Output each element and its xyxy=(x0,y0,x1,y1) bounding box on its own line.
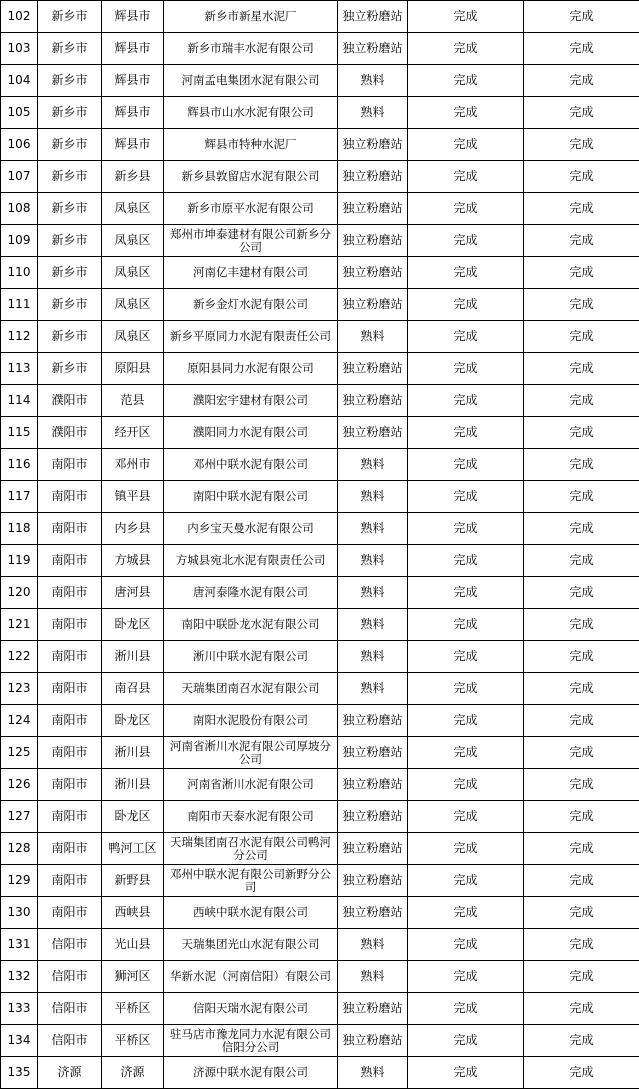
district-cell: 鸭河工区 xyxy=(102,833,164,865)
company-cell: 新乡市原平水泥有限公司 xyxy=(164,193,338,225)
table-row xyxy=(1,1025,639,1057)
status-cell-1: 完成 xyxy=(408,513,524,545)
table-row xyxy=(1,449,639,481)
type-cell: 独立粉磨站 xyxy=(338,993,408,1025)
district-cell: 内乡县 xyxy=(102,513,164,545)
district-cell: 狮河区 xyxy=(102,961,164,993)
type-cell: 独立粉磨站 xyxy=(338,193,408,225)
company-cell: 天瑞集团南召水泥有限公司 xyxy=(164,673,338,705)
status-cell-2: 完成 xyxy=(524,1057,639,1089)
type-cell: 熟料 xyxy=(338,321,408,353)
city-cell: 南阳市 xyxy=(38,577,102,609)
status-cell-1: 完成 xyxy=(408,481,524,513)
status-cell-1: 完成 xyxy=(408,545,524,577)
city-cell: 南阳市 xyxy=(38,545,102,577)
row-number: 127 xyxy=(1,801,38,833)
status-cell-2: 完成 xyxy=(524,193,639,225)
company-cell: 天瑞集团南召水泥有限公司鸭河分公司 xyxy=(164,833,338,865)
status-cell-2: 完成 xyxy=(524,257,639,289)
status-cell-1: 完成 xyxy=(408,289,524,321)
city-cell: 南阳市 xyxy=(38,737,102,769)
table-row xyxy=(1,641,639,673)
status-cell-1: 完成 xyxy=(408,961,524,993)
status-cell-1: 完成 xyxy=(408,993,524,1025)
city-cell: 南阳市 xyxy=(38,833,102,865)
company-cell: 辉县市山水水泥有限公司 xyxy=(164,97,338,129)
company-cell: 河南孟电集团水泥有限公司 xyxy=(164,65,338,97)
status-cell-2: 完成 xyxy=(524,929,639,961)
company-cell: 河南省淅川水泥有限公司厚坡分公司 xyxy=(164,737,338,769)
status-cell-2: 完成 xyxy=(524,993,639,1025)
table-row xyxy=(1,577,639,609)
type-cell: 熟料 xyxy=(338,513,408,545)
city-cell: 南阳市 xyxy=(38,673,102,705)
city-cell: 濮阳市 xyxy=(38,417,102,449)
city-cell: 新乡市 xyxy=(38,97,102,129)
table-row xyxy=(1,865,639,897)
status-cell-2: 完成 xyxy=(524,65,639,97)
row-number: 123 xyxy=(1,673,38,705)
row-number: 115 xyxy=(1,417,38,449)
status-cell-1: 完成 xyxy=(408,673,524,705)
type-cell: 熟料 xyxy=(338,577,408,609)
status-cell-1: 完成 xyxy=(408,97,524,129)
status-cell-1: 完成 xyxy=(408,417,524,449)
city-cell: 新乡市 xyxy=(38,353,102,385)
district-cell: 镇平县 xyxy=(102,481,164,513)
row-number: 114 xyxy=(1,385,38,417)
type-cell: 熟料 xyxy=(338,961,408,993)
table-row xyxy=(1,481,639,513)
company-cell: 邓州中联水泥有限公司 xyxy=(164,449,338,481)
status-cell-1: 完成 xyxy=(408,385,524,417)
district-cell: 凤泉区 xyxy=(102,193,164,225)
status-cell-2: 完成 xyxy=(524,897,639,929)
company-cell: 南阳中联卧龙水泥有限公司 xyxy=(164,609,338,641)
table-row xyxy=(1,193,639,225)
company-cell: 河南省淅川水泥有限公司 xyxy=(164,769,338,801)
status-cell-2: 完成 xyxy=(524,577,639,609)
status-cell-1: 完成 xyxy=(408,1057,524,1089)
status-cell-1: 完成 xyxy=(408,65,524,97)
table-row xyxy=(1,769,639,801)
status-cell-2: 完成 xyxy=(524,449,639,481)
district-cell: 光山县 xyxy=(102,929,164,961)
row-number: 124 xyxy=(1,705,38,737)
city-cell: 新乡市 xyxy=(38,321,102,353)
company-cell: 新乡县敦留店水泥有限公司 xyxy=(164,161,338,193)
district-cell: 卧龙区 xyxy=(102,801,164,833)
company-cell: 华新水泥（河南信阳）有限公司 xyxy=(164,961,338,993)
status-cell-1: 完成 xyxy=(408,769,524,801)
status-cell-1: 完成 xyxy=(408,161,524,193)
status-cell-2: 完成 xyxy=(524,97,639,129)
city-cell: 南阳市 xyxy=(38,801,102,833)
district-cell: 平桥区 xyxy=(102,993,164,1025)
row-number: 105 xyxy=(1,97,38,129)
city-cell: 南阳市 xyxy=(38,705,102,737)
row-number: 106 xyxy=(1,129,38,161)
company-cell: 信阳天瑞水泥有限公司 xyxy=(164,993,338,1025)
type-cell: 熟料 xyxy=(338,97,408,129)
city-cell: 新乡市 xyxy=(38,1,102,33)
district-cell: 新乡县 xyxy=(102,161,164,193)
status-cell-2: 完成 xyxy=(524,513,639,545)
city-cell: 新乡市 xyxy=(38,161,102,193)
district-cell: 原阳县 xyxy=(102,353,164,385)
city-cell: 信阳市 xyxy=(38,961,102,993)
city-cell: 新乡市 xyxy=(38,289,102,321)
city-cell: 信阳市 xyxy=(38,1025,102,1057)
row-number: 116 xyxy=(1,449,38,481)
status-cell-2: 完成 xyxy=(524,801,639,833)
type-cell: 熟料 xyxy=(338,545,408,577)
status-cell-1: 完成 xyxy=(408,641,524,673)
type-cell: 熟料 xyxy=(338,609,408,641)
status-cell-1: 完成 xyxy=(408,353,524,385)
status-cell-2: 完成 xyxy=(524,641,639,673)
table-row xyxy=(1,321,639,353)
type-cell: 熟料 xyxy=(338,673,408,705)
table-row xyxy=(1,129,639,161)
city-cell: 济源 xyxy=(38,1057,102,1089)
row-number: 121 xyxy=(1,609,38,641)
table-row xyxy=(1,257,639,289)
table-row xyxy=(1,961,639,993)
type-cell: 独立粉磨站 xyxy=(338,737,408,769)
status-cell-1: 完成 xyxy=(408,897,524,929)
status-cell-2: 完成 xyxy=(524,961,639,993)
row-number: 102 xyxy=(1,1,38,33)
status-cell-2: 完成 xyxy=(524,673,639,705)
district-cell: 凤泉区 xyxy=(102,321,164,353)
type-cell: 独立粉磨站 xyxy=(338,705,408,737)
type-cell: 独立粉磨站 xyxy=(338,897,408,929)
city-cell: 南阳市 xyxy=(38,513,102,545)
type-cell: 独立粉磨站 xyxy=(338,161,408,193)
district-cell: 辉县市 xyxy=(102,129,164,161)
city-cell: 新乡市 xyxy=(38,193,102,225)
type-cell: 独立粉磨站 xyxy=(338,417,408,449)
status-cell-2: 完成 xyxy=(524,1025,639,1057)
type-cell: 独立粉磨站 xyxy=(338,353,408,385)
table-row xyxy=(1,161,639,193)
district-cell: 新野县 xyxy=(102,865,164,897)
company-cell: 原阳县同力水泥有限公司 xyxy=(164,353,338,385)
company-cell: 唐河泰隆水泥有限公司 xyxy=(164,577,338,609)
type-cell: 独立粉磨站 xyxy=(338,833,408,865)
status-cell-2: 完成 xyxy=(524,385,639,417)
district-cell: 范县 xyxy=(102,385,164,417)
district-cell: 凤泉区 xyxy=(102,257,164,289)
city-cell: 南阳市 xyxy=(38,865,102,897)
district-cell: 卧龙区 xyxy=(102,609,164,641)
row-number: 109 xyxy=(1,225,38,257)
company-cell: 濮阳宏宇建材有限公司 xyxy=(164,385,338,417)
type-cell: 独立粉磨站 xyxy=(338,129,408,161)
status-cell-1: 完成 xyxy=(408,1025,524,1057)
company-cell: 淅川中联水泥有限公司 xyxy=(164,641,338,673)
district-cell: 济源 xyxy=(102,1057,164,1089)
table-row xyxy=(1,737,639,769)
district-cell: 凤泉区 xyxy=(102,289,164,321)
table-row xyxy=(1,609,639,641)
city-cell: 信阳市 xyxy=(38,929,102,961)
type-cell: 独立粉磨站 xyxy=(338,257,408,289)
city-cell: 南阳市 xyxy=(38,609,102,641)
row-number: 122 xyxy=(1,641,38,673)
city-cell: 南阳市 xyxy=(38,641,102,673)
district-cell: 辉县市 xyxy=(102,33,164,65)
type-cell: 熟料 xyxy=(338,1057,408,1089)
row-number: 129 xyxy=(1,865,38,897)
company-cell: 济源中联水泥有限公司 xyxy=(164,1057,338,1089)
status-cell-2: 完成 xyxy=(524,33,639,65)
company-cell: 河南亿丰建材有限公司 xyxy=(164,257,338,289)
type-cell: 独立粉磨站 xyxy=(338,1025,408,1057)
table-row xyxy=(1,97,639,129)
row-number: 120 xyxy=(1,577,38,609)
row-number: 104 xyxy=(1,65,38,97)
company-cell: 郑州市坤泰建材有限公司新乡分公司 xyxy=(164,225,338,257)
status-cell-2: 完成 xyxy=(524,161,639,193)
table-row xyxy=(1,673,639,705)
type-cell: 熟料 xyxy=(338,449,408,481)
district-cell: 淅川县 xyxy=(102,641,164,673)
company-cell: 方城县宛北水泥有限责任公司 xyxy=(164,545,338,577)
row-number: 133 xyxy=(1,993,38,1025)
status-cell-1: 完成 xyxy=(408,33,524,65)
district-cell: 邓州市 xyxy=(102,449,164,481)
company-cell: 新乡市新星水泥厂 xyxy=(164,1,338,33)
status-cell-2: 完成 xyxy=(524,225,639,257)
type-cell: 独立粉磨站 xyxy=(338,33,408,65)
status-cell-2: 完成 xyxy=(524,609,639,641)
type-cell: 独立粉磨站 xyxy=(338,865,408,897)
table-row xyxy=(1,705,639,737)
company-cell: 新乡市瑞丰水泥有限公司 xyxy=(164,33,338,65)
row-number: 128 xyxy=(1,833,38,865)
district-cell: 卧龙区 xyxy=(102,705,164,737)
type-cell: 独立粉磨站 xyxy=(338,1,408,33)
city-cell: 南阳市 xyxy=(38,449,102,481)
district-cell: 经开区 xyxy=(102,417,164,449)
status-cell-1: 完成 xyxy=(408,865,524,897)
table-row xyxy=(1,225,639,257)
city-cell: 新乡市 xyxy=(38,65,102,97)
status-cell-2: 完成 xyxy=(524,353,639,385)
table-row xyxy=(1,353,639,385)
status-cell-1: 完成 xyxy=(408,801,524,833)
row-number: 130 xyxy=(1,897,38,929)
status-cell-1: 完成 xyxy=(408,193,524,225)
status-cell-2: 完成 xyxy=(524,289,639,321)
status-cell-1: 完成 xyxy=(408,737,524,769)
row-number: 112 xyxy=(1,321,38,353)
table-row xyxy=(1,801,639,833)
row-number: 119 xyxy=(1,545,38,577)
table-row xyxy=(1,289,639,321)
status-cell-1: 完成 xyxy=(408,225,524,257)
district-cell: 淅川县 xyxy=(102,769,164,801)
row-number: 131 xyxy=(1,929,38,961)
status-cell-1: 完成 xyxy=(408,449,524,481)
city-cell: 新乡市 xyxy=(38,257,102,289)
table-row xyxy=(1,833,639,865)
status-cell-2: 完成 xyxy=(524,321,639,353)
status-cell-2: 完成 xyxy=(524,833,639,865)
table-row xyxy=(1,1,639,33)
row-number: 132 xyxy=(1,961,38,993)
city-cell: 信阳市 xyxy=(38,993,102,1025)
row-number: 113 xyxy=(1,353,38,385)
table-row xyxy=(1,929,639,961)
row-number: 117 xyxy=(1,481,38,513)
district-cell: 西峡县 xyxy=(102,897,164,929)
row-number: 125 xyxy=(1,737,38,769)
type-cell: 独立粉磨站 xyxy=(338,289,408,321)
row-number: 110 xyxy=(1,257,38,289)
row-number: 134 xyxy=(1,1025,38,1057)
status-cell-1: 完成 xyxy=(408,609,524,641)
type-cell: 熟料 xyxy=(338,641,408,673)
district-cell: 方城县 xyxy=(102,545,164,577)
table-row xyxy=(1,1057,639,1089)
district-cell: 平桥区 xyxy=(102,1025,164,1057)
status-cell-1: 完成 xyxy=(408,833,524,865)
city-cell: 南阳市 xyxy=(38,481,102,513)
company-cell: 濮阳同力水泥有限公司 xyxy=(164,417,338,449)
status-cell-1: 完成 xyxy=(408,129,524,161)
table-row xyxy=(1,65,639,97)
row-number: 135 xyxy=(1,1057,38,1089)
status-cell-2: 完成 xyxy=(524,417,639,449)
company-cell: 邓州中联水泥有限公司新野分公司 xyxy=(164,865,338,897)
row-number: 118 xyxy=(1,513,38,545)
status-cell-1: 完成 xyxy=(408,577,524,609)
district-cell: 唐河县 xyxy=(102,577,164,609)
status-cell-1: 完成 xyxy=(408,321,524,353)
status-cell-1: 完成 xyxy=(408,1,524,33)
company-cell: 天瑞集团光山水泥有限公司 xyxy=(164,929,338,961)
status-cell-2: 完成 xyxy=(524,737,639,769)
status-cell-2: 完成 xyxy=(524,1,639,33)
status-cell-1: 完成 xyxy=(408,257,524,289)
type-cell: 独立粉磨站 xyxy=(338,769,408,801)
type-cell: 熟料 xyxy=(338,481,408,513)
district-cell: 辉县市 xyxy=(102,1,164,33)
status-cell-2: 完成 xyxy=(524,705,639,737)
table-row xyxy=(1,897,639,929)
company-cell: 新乡金灯水泥有限公司 xyxy=(164,289,338,321)
table-row xyxy=(1,545,639,577)
city-cell: 新乡市 xyxy=(38,33,102,65)
city-cell: 新乡市 xyxy=(38,129,102,161)
status-cell-2: 完成 xyxy=(524,481,639,513)
city-cell: 新乡市 xyxy=(38,225,102,257)
district-cell: 辉县市 xyxy=(102,97,164,129)
table-row xyxy=(1,513,639,545)
district-cell: 南召县 xyxy=(102,673,164,705)
type-cell: 独立粉磨站 xyxy=(338,225,408,257)
city-cell: 南阳市 xyxy=(38,769,102,801)
company-cell: 南阳市天泰水泥有限公司 xyxy=(164,801,338,833)
table-row xyxy=(1,385,639,417)
company-cell: 西峡中联水泥有限公司 xyxy=(164,897,338,929)
row-number: 107 xyxy=(1,161,38,193)
row-number: 111 xyxy=(1,289,38,321)
company-cell: 南阳中联水泥有限公司 xyxy=(164,481,338,513)
status-cell-2: 完成 xyxy=(524,865,639,897)
city-cell: 濮阳市 xyxy=(38,385,102,417)
table-row xyxy=(1,993,639,1025)
row-number: 126 xyxy=(1,769,38,801)
company-cell: 辉县市特种水泥厂 xyxy=(164,129,338,161)
district-cell: 凤泉区 xyxy=(102,225,164,257)
status-cell-2: 完成 xyxy=(524,545,639,577)
district-cell: 辉县市 xyxy=(102,65,164,97)
row-number: 103 xyxy=(1,33,38,65)
type-cell: 独立粉磨站 xyxy=(338,801,408,833)
status-cell-1: 完成 xyxy=(408,705,524,737)
district-cell: 淅川县 xyxy=(102,737,164,769)
company-cell: 南阳水泥股份有限公司 xyxy=(164,705,338,737)
table-row xyxy=(1,33,639,65)
company-cell: 新乡平原同力水泥有限责任公司 xyxy=(164,321,338,353)
type-cell: 熟料 xyxy=(338,65,408,97)
company-cell: 驻马店市豫龙同力水泥有限公司信阳分公司 xyxy=(164,1025,338,1057)
type-cell: 独立粉磨站 xyxy=(338,385,408,417)
city-cell: 南阳市 xyxy=(38,897,102,929)
table-body xyxy=(1,1,639,1089)
status-cell-2: 完成 xyxy=(524,129,639,161)
status-cell-1: 完成 xyxy=(408,929,524,961)
type-cell: 熟料 xyxy=(338,929,408,961)
status-cell-2: 完成 xyxy=(524,769,639,801)
table-row xyxy=(1,417,639,449)
company-cell: 内乡宝天曼水泥有限公司 xyxy=(164,513,338,545)
row-number: 108 xyxy=(1,193,38,225)
